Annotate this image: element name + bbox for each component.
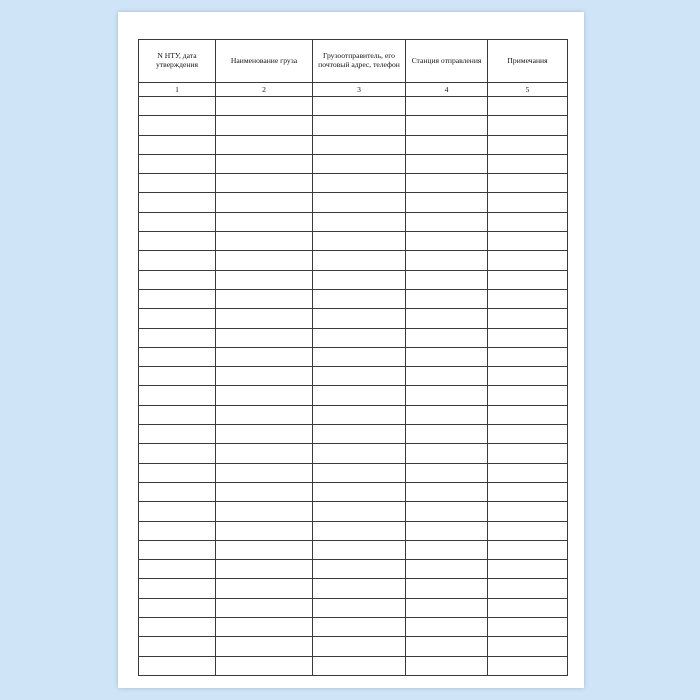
- cell-departure-station[interactable]: [406, 232, 488, 251]
- table-row[interactable]: [139, 521, 568, 540]
- cell-notes[interactable]: [488, 289, 568, 308]
- cell-consignor[interactable]: [313, 251, 406, 270]
- cell-notes[interactable]: [488, 386, 568, 405]
- cell-departure-station[interactable]: [406, 540, 488, 559]
- table-row[interactable]: [139, 405, 568, 424]
- cell-ntu-number[interactable]: [139, 232, 216, 251]
- cell-consignor[interactable]: [313, 270, 406, 289]
- cell-notes[interactable]: [488, 309, 568, 328]
- table-row[interactable]: [139, 598, 568, 617]
- cell-consignor[interactable]: [313, 289, 406, 308]
- cell-consignor[interactable]: [313, 637, 406, 656]
- cell-departure-station[interactable]: [406, 598, 488, 617]
- table-row[interactable]: [139, 251, 568, 270]
- cell-cargo-name[interactable]: [216, 251, 313, 270]
- cell-notes[interactable]: [488, 135, 568, 154]
- cell-ntu-number[interactable]: [139, 425, 216, 444]
- table-row[interactable]: [139, 637, 568, 656]
- cell-consignor[interactable]: [313, 444, 406, 463]
- cell-notes[interactable]: [488, 425, 568, 444]
- cell-departure-station[interactable]: [406, 251, 488, 270]
- cell-cargo-name[interactable]: [216, 232, 313, 251]
- cell-cargo-name[interactable]: [216, 289, 313, 308]
- cell-consignor[interactable]: [313, 135, 406, 154]
- cell-cargo-name[interactable]: [216, 135, 313, 154]
- cell-ntu-number[interactable]: [139, 618, 216, 637]
- cell-ntu-number[interactable]: [139, 540, 216, 559]
- cell-notes[interactable]: [488, 367, 568, 386]
- cell-notes[interactable]: [488, 618, 568, 637]
- cell-consignor[interactable]: [313, 154, 406, 173]
- cell-departure-station[interactable]: [406, 154, 488, 173]
- column-header-ntu-number: N НТУ, дата утверждения: [139, 40, 216, 83]
- table-row[interactable]: [139, 618, 568, 637]
- cell-cargo-name[interactable]: [216, 463, 313, 482]
- cell-notes[interactable]: [488, 463, 568, 482]
- table-row[interactable]: [139, 444, 568, 463]
- cell-notes[interactable]: [488, 502, 568, 521]
- cell-departure-station[interactable]: [406, 618, 488, 637]
- cell-notes[interactable]: [488, 193, 568, 212]
- cell-departure-station[interactable]: [406, 425, 488, 444]
- column-header-cargo-name: Наименование груза: [216, 40, 313, 83]
- cell-notes[interactable]: [488, 97, 568, 116]
- cell-cargo-name[interactable]: [216, 405, 313, 424]
- table-row[interactable]: [139, 463, 568, 482]
- cell-consignor[interactable]: [313, 598, 406, 617]
- cell-consignor[interactable]: [313, 579, 406, 598]
- column-header-consignor: Грузоотправитель, его почтовый адрес, телефон: [313, 40, 406, 83]
- cell-notes[interactable]: [488, 232, 568, 251]
- cell-cargo-name[interactable]: [216, 386, 313, 405]
- cell-departure-station[interactable]: [406, 135, 488, 154]
- cell-ntu-number[interactable]: [139, 579, 216, 598]
- table-row[interactable]: [139, 656, 568, 675]
- cell-cargo-name[interactable]: [216, 502, 313, 521]
- cell-cargo-name[interactable]: [216, 212, 313, 231]
- cell-departure-station[interactable]: [406, 656, 488, 675]
- cell-cargo-name[interactable]: [216, 540, 313, 559]
- cell-ntu-number[interactable]: [139, 97, 216, 116]
- cell-notes[interactable]: [488, 656, 568, 675]
- cell-notes[interactable]: [488, 598, 568, 617]
- cell-cargo-name[interactable]: [216, 579, 313, 598]
- cell-cargo-name[interactable]: [216, 598, 313, 617]
- cell-departure-station[interactable]: [406, 521, 488, 540]
- cell-consignor[interactable]: [313, 309, 406, 328]
- cell-notes[interactable]: [488, 212, 568, 231]
- cell-consignor[interactable]: [313, 193, 406, 212]
- table-row[interactable]: [139, 482, 568, 501]
- cell-cargo-name[interactable]: [216, 425, 313, 444]
- cell-departure-station[interactable]: [406, 637, 488, 656]
- table-row[interactable]: [139, 367, 568, 386]
- cell-departure-station[interactable]: [406, 309, 488, 328]
- cell-departure-station[interactable]: [406, 289, 488, 308]
- cell-ntu-number[interactable]: [139, 521, 216, 540]
- cell-ntu-number[interactable]: [139, 502, 216, 521]
- cell-departure-station[interactable]: [406, 405, 488, 424]
- table-row[interactable]: [139, 270, 568, 289]
- cell-ntu-number[interactable]: [139, 405, 216, 424]
- table-row[interactable]: [139, 193, 568, 212]
- cell-ntu-number[interactable]: [139, 482, 216, 501]
- table-row[interactable]: [139, 116, 568, 135]
- table-row[interactable]: [139, 289, 568, 308]
- cell-departure-station[interactable]: [406, 560, 488, 579]
- cell-cargo-name[interactable]: [216, 270, 313, 289]
- cell-ntu-number[interactable]: [139, 270, 216, 289]
- cell-cargo-name[interactable]: [216, 97, 313, 116]
- cell-consignor[interactable]: [313, 116, 406, 135]
- cell-departure-station[interactable]: [406, 116, 488, 135]
- column-number-1: 1: [139, 83, 216, 97]
- table-row[interactable]: [139, 579, 568, 598]
- cell-ntu-number[interactable]: [139, 289, 216, 308]
- table-row[interactable]: [139, 540, 568, 559]
- cell-departure-station[interactable]: [406, 174, 488, 193]
- cell-consignor[interactable]: [313, 482, 406, 501]
- cell-ntu-number[interactable]: [139, 309, 216, 328]
- table-row[interactable]: [139, 502, 568, 521]
- cell-consignor[interactable]: [313, 656, 406, 675]
- cell-consignor[interactable]: [313, 463, 406, 482]
- column-header-notes: Примечания: [488, 40, 568, 83]
- table-header: [139, 40, 568, 97]
- table-header-row: [139, 40, 568, 83]
- cell-departure-station[interactable]: [406, 270, 488, 289]
- cell-notes[interactable]: [488, 444, 568, 463]
- cell-notes[interactable]: [488, 482, 568, 501]
- sheet-content: [138, 39, 562, 676]
- cell-cargo-name[interactable]: [216, 367, 313, 386]
- cell-ntu-number[interactable]: [139, 212, 216, 231]
- cell-departure-station[interactable]: [406, 579, 488, 598]
- cell-notes[interactable]: [488, 405, 568, 424]
- column-number-3: 3: [313, 83, 406, 97]
- cell-cargo-name[interactable]: [216, 193, 313, 212]
- cell-notes[interactable]: [488, 579, 568, 598]
- cell-ntu-number[interactable]: [139, 444, 216, 463]
- cell-ntu-number[interactable]: [139, 598, 216, 617]
- cell-notes[interactable]: [488, 154, 568, 173]
- cell-departure-station[interactable]: [406, 193, 488, 212]
- cell-notes[interactable]: [488, 116, 568, 135]
- cell-consignor[interactable]: [313, 521, 406, 540]
- column-number-4: 4: [406, 83, 488, 97]
- table-row[interactable]: [139, 154, 568, 173]
- cell-cargo-name[interactable]: [216, 309, 313, 328]
- cell-notes[interactable]: [488, 270, 568, 289]
- cell-consignor[interactable]: [313, 212, 406, 231]
- cell-departure-station[interactable]: [406, 502, 488, 521]
- cell-ntu-number[interactable]: [139, 135, 216, 154]
- cell-cargo-name[interactable]: [216, 444, 313, 463]
- cell-departure-station[interactable]: [406, 463, 488, 482]
- cell-cargo-name[interactable]: [216, 482, 313, 501]
- cell-consignor[interactable]: [313, 425, 406, 444]
- cell-departure-station[interactable]: [406, 482, 488, 501]
- cell-departure-station[interactable]: [406, 386, 488, 405]
- table-row[interactable]: [139, 386, 568, 405]
- cell-cargo-name[interactable]: [216, 154, 313, 173]
- table-row[interactable]: [139, 232, 568, 251]
- cell-consignor[interactable]: [313, 328, 406, 347]
- document-sheet: [118, 12, 584, 688]
- cell-consignor[interactable]: [313, 540, 406, 559]
- table-row[interactable]: [139, 97, 568, 116]
- table-body: [139, 97, 568, 676]
- cell-consignor[interactable]: [313, 560, 406, 579]
- table-column-number-row: [139, 83, 568, 97]
- cell-consignor[interactable]: [313, 367, 406, 386]
- cell-consignor[interactable]: [313, 618, 406, 637]
- cell-consignor[interactable]: [313, 232, 406, 251]
- cell-ntu-number[interactable]: [139, 193, 216, 212]
- cell-ntu-number[interactable]: [139, 174, 216, 193]
- column-number-2: 2: [216, 83, 313, 97]
- cell-ntu-number[interactable]: [139, 116, 216, 135]
- cell-ntu-number[interactable]: [139, 656, 216, 675]
- cell-consignor[interactable]: [313, 97, 406, 116]
- cell-ntu-number[interactable]: [139, 367, 216, 386]
- cell-departure-station[interactable]: [406, 347, 488, 366]
- table-row[interactable]: [139, 347, 568, 366]
- column-number-5: 5: [488, 83, 568, 97]
- table-row[interactable]: [139, 174, 568, 193]
- cell-consignor[interactable]: [313, 405, 406, 424]
- cell-departure-station[interactable]: [406, 328, 488, 347]
- cell-ntu-number[interactable]: [139, 560, 216, 579]
- cell-ntu-number[interactable]: [139, 347, 216, 366]
- table-row[interactable]: [139, 135, 568, 154]
- cargo-register-table: [138, 39, 568, 676]
- table-row[interactable]: [139, 328, 568, 347]
- cell-notes[interactable]: [488, 540, 568, 559]
- cell-notes[interactable]: [488, 560, 568, 579]
- cell-cargo-name[interactable]: [216, 174, 313, 193]
- cell-cargo-name[interactable]: [216, 618, 313, 637]
- cell-consignor[interactable]: [313, 502, 406, 521]
- cell-departure-station[interactable]: [406, 367, 488, 386]
- cell-ntu-number[interactable]: [139, 386, 216, 405]
- cell-notes[interactable]: [488, 521, 568, 540]
- cell-cargo-name[interactable]: [216, 116, 313, 135]
- cell-notes[interactable]: [488, 251, 568, 270]
- cell-cargo-name[interactable]: [216, 560, 313, 579]
- table-row[interactable]: [139, 560, 568, 579]
- cell-ntu-number[interactable]: [139, 637, 216, 656]
- table-row[interactable]: [139, 212, 568, 231]
- cell-notes[interactable]: [488, 328, 568, 347]
- cell-ntu-number[interactable]: [139, 154, 216, 173]
- cell-cargo-name[interactable]: [216, 521, 313, 540]
- cell-departure-station[interactable]: [406, 444, 488, 463]
- cell-consignor[interactable]: [313, 347, 406, 366]
- column-header-departure-station: Станция отправления: [406, 40, 488, 83]
- cell-ntu-number[interactable]: [139, 328, 216, 347]
- cell-ntu-number[interactable]: [139, 251, 216, 270]
- cell-cargo-name[interactable]: [216, 656, 313, 675]
- cell-consignor[interactable]: [313, 174, 406, 193]
- cell-notes[interactable]: [488, 637, 568, 656]
- cell-consignor[interactable]: [313, 386, 406, 405]
- cell-cargo-name[interactable]: [216, 347, 313, 366]
- table-row[interactable]: [139, 309, 568, 328]
- cell-cargo-name[interactable]: [216, 328, 313, 347]
- cell-departure-station[interactable]: [406, 97, 488, 116]
- cell-notes[interactable]: [488, 174, 568, 193]
- cell-notes[interactable]: [488, 347, 568, 366]
- cell-cargo-name[interactable]: [216, 637, 313, 656]
- cell-ntu-number[interactable]: [139, 463, 216, 482]
- cell-departure-station[interactable]: [406, 212, 488, 231]
- table-row[interactable]: [139, 425, 568, 444]
